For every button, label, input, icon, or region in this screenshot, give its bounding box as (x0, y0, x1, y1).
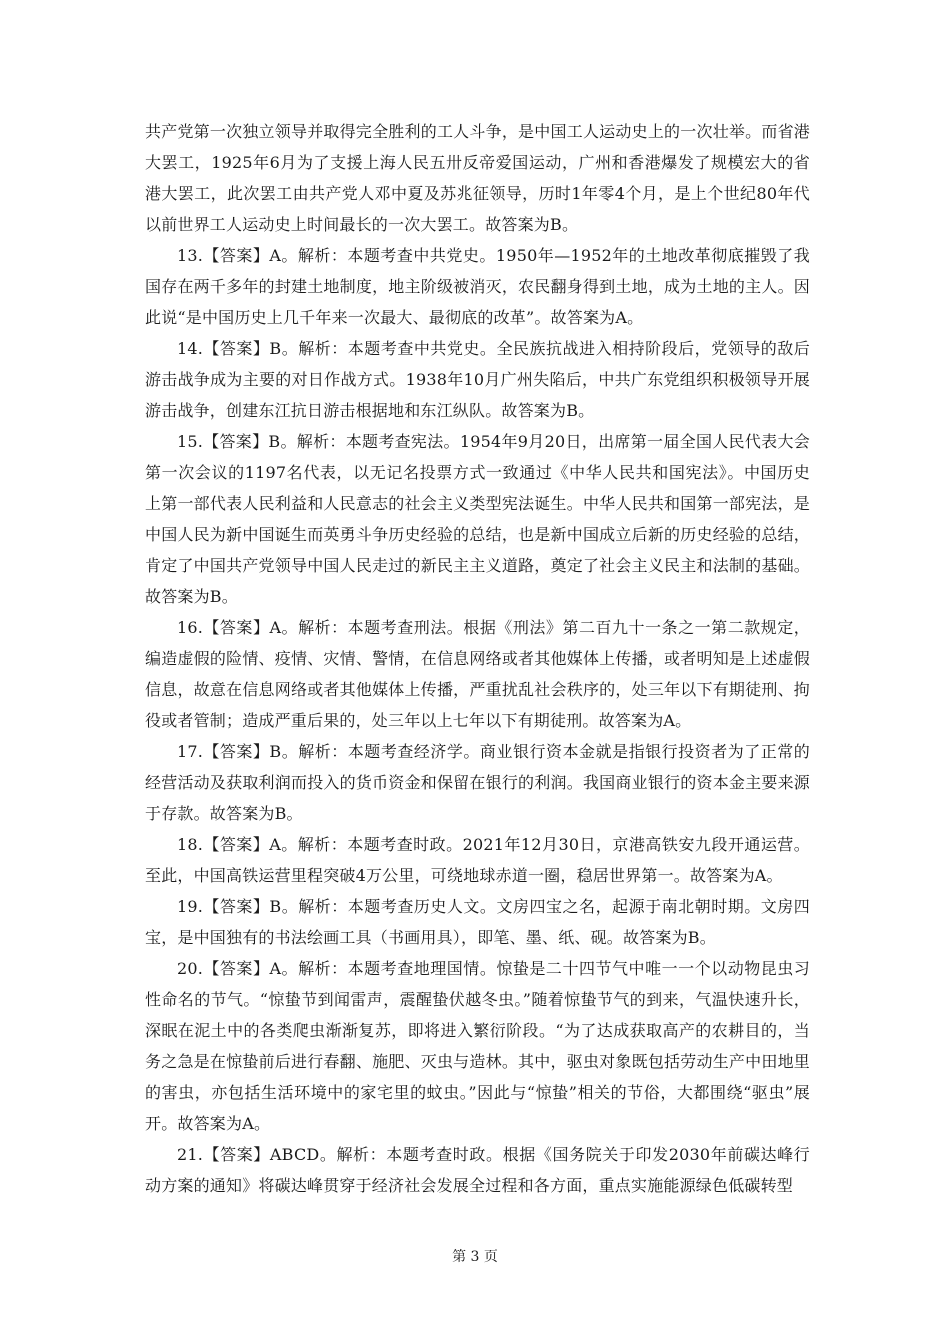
answer-21: 21.【答案】ABCD。解析：本题考查时政。根据《国务院关于印发2030年前碳达峰行动方案的通知》将碳达峰贯穿于经济社会发展全过程和各方面，重点实施能源绿色低碳转型 (145, 1145, 810, 1195)
answer-19: 19.【答案】B。解析：本题考查历史人文。文房四宝之名，起源于南北朝时期。文房四宝，是中国独有的书法绘画工具（书画用具），即笔、墨、纸、砚。故答案为B。 (145, 897, 810, 947)
answer-13: 13.【答案】A。解析：本题考查中共党史。1950年—1952年的土地改革彻底摧毁了我国存在两千多年的封建土地制度，地主阶级被消灭，农民翻身得到土地，成为土地的主人。因此说“是中国历史上几千年来一次最大、最彻底的改革”。故答案为A。 (145, 246, 810, 327)
paragraph-continuation-12: 共产党第一次独立领导并取得完全胜利的工人斗争，是中国工人运动史上的一次壮举。而省港大罢工，1925年6月为了支援上海人民五卅反帝爱国运动，广州和香港爆发了规模宏大的省港大罢工，此次罢工由共产党人邓中夏及苏兆征领导，历时1年零4个月，是上个世纪80年代以前世界工人运动史上时间最长的一次大罢工。故答案为B。 (145, 122, 810, 234)
answer-16: 16.【答案】A。解析：本题考查刑法。根据《刑法》第二百九十一条之一第二款规定，编造虚假的险情、疫情、灾情、警情，在信息网络或者其他媒体上传播，或者明知是上述虚假信息，故意在信息网络或者其他媒体上传播，严重扰乱社会秩序的，处三年以下有期徒刑、拘役或者管制；造成严重后果的，处三年以上七年以下有期徒刑。故答案为A。 (145, 618, 810, 730)
answer-20: 20.【答案】A。解析：本题考查地理国情。惊蛰是二十四节气中唯一一个以动物昆虫习性命名的节气。“惊蛰节到闻雷声，震醒蛰伏越冬虫。”随着惊蛰节气的到来，气温快速升长，深眠在泥土中的各类爬虫渐渐复苏，即将进入繁衍阶段。“为了达成获取高产的农耕目的，当务之急是在惊蛰前后进行春翻、施肥、灭虫与造林。其中，驱虫对象既包括劳动生产中田地里的害虫，亦包括生活环境中的家宅里的蚊虫。”因此与“惊蛰”相关的节俗，大都围绕“驱虫”展开。故答案为A。 (145, 959, 810, 1133)
answer-14: 14.【答案】B。解析：本题考查中共党史。全民族抗战进入相持阶段后，党领导的敌后游击战争成为主要的对日作战方式。1938年10月广州失陷后，中共广东党组织积极领导开展游击战争，创建东江抗日游击根据地和东江纵队。故答案为B。 (145, 339, 810, 420)
answer-17: 17.【答案】B。解析：本题考查经济学。商业银行资本金就是指银行投资者为了正常的经营活动及获取利润而投入的货币资金和保留在银行的利润。我国商业银行的资本金主要来源于存款。故答案为B。 (145, 742, 810, 823)
answer-18: 18.【答案】A。解析：本题考查时政。2021年12月30日，京港高铁安九段开通运营。至此，中国高铁运营里程突破4万公里，可绕地球赤道一圈，稳居世界第一。故答案为A。 (145, 835, 810, 885)
answer-15: 15.【答案】B。解析：本题考查宪法。1954年9月20日，出席第一届全国人民代表大会第一次会议的1197名代表，以无记名投票方式一致通过《中华人民共和国宪法》。中国历史上第一部代表人民利益和人民意志的社会主义类型宪法诞生。中华人民共和国第一部宪法，是中国人民为新中国诞生而英勇斗争历史经验的总结，也是新中国成立后新的历史经验的总结，肯定了中国共产党领导中国人民走过的新民主主义道路，奠定了社会主义民主和法制的基础。故答案为B。 (145, 432, 810, 606)
page-number: 第 3 页 (452, 1249, 498, 1265)
document-body (145, 116, 810, 1201)
